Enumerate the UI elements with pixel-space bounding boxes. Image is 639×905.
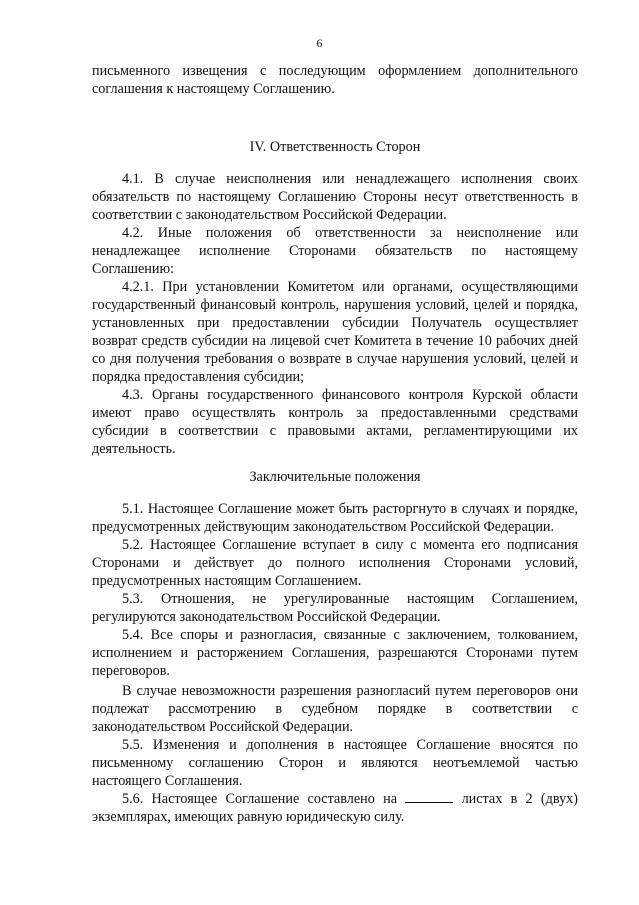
- paragraph-4-3: 4.3. Органы государственного финансового контроля Курской области имеют право осуществлять контроль за предоставленными средствами субсидии в соответствии с правовыми актами, регламентирующими их деятельность.: [92, 387, 578, 457]
- paragraph-5-2: 5.2. Настоящее Соглашение вступает в силу с момента его подписания Сторонами и действует до полного исполнения Сторонами условий, предусмотренных настоящим Соглашением.: [92, 537, 578, 589]
- paragraph-5-6-end: листах в 2 (двух) экземплярах, имеющих равную юридическую силу.: [92, 791, 578, 825]
- paragraph-5-3: 5.3. Отношения, не урегулированные настоящим Соглашением, регулируются законодательством Российской Федерации.: [92, 591, 578, 625]
- paragraph-5-1: 5.1. Настоящее Соглашение может быть расторгнуто в случаях и порядке, предусмотренных действующим законодательством Российской Федерации.: [92, 501, 578, 535]
- paragraph-4-2-1: 4.2.1. При установлении Комитетом или органами, осуществляющими государственный финансовый контроль, нарушения условий, целей и порядка, установленных при предоставлении субсидии Получатель осуществляет возврат средств субсидии на лицевой счет Комитета в течение 10 рабочих дней со дня получения требования о возврате в случае нарушения условий, целей и порядка предоставления субсидии;: [92, 279, 578, 385]
- sheet-count-blank: [405, 790, 453, 803]
- paragraph-5-6-start: 5.6. Настоящее Соглашение составлено на: [122, 791, 406, 807]
- intro-paragraph: письменного извещения с последующим оформлением дополнительного соглашения к настоящему Соглашению.: [92, 63, 578, 97]
- section-title-final-provisions: Заключительные положения: [249, 469, 421, 485]
- paragraph-5-5: 5.5. Изменения и дополнения в настоящее Соглашение вносятся по письменному соглашению Сторон и являются неотъемлемой частью настоящего Соглашения.: [92, 737, 578, 789]
- paragraph-disputes: В случае невозможности разрешения разногласий путем переговоров они подлежат рассмотрению в судебном порядке в соответствии с законодательством Российской Федерации.: [92, 683, 578, 735]
- document-body: [92, 62, 578, 826]
- paragraph-5-6: [92, 790, 578, 826]
- paragraph-5-4: 5.4. Все споры и разногласия, связанные с заключением, толкованием, исполнением и расторжением Соглашения, разрешаются Сторонами путем переговоров.: [92, 627, 578, 679]
- page-number: 6: [316, 36, 323, 50]
- section-title-responsibility: IV. Ответственность Сторон: [249, 139, 421, 155]
- paragraph-4-2: 4.2. Иные положения об ответственности за неисполнение или ненадлежащее исполнение Сторонами обязательств по настоящему Соглашению:: [92, 225, 578, 277]
- paragraph-4-1: 4.1. В случае неисполнения или ненадлежащего исполнения своих обязательств по настоящему Соглашению Стороны несут ответственность в соответствии с законодательством Российской Федерации.: [92, 171, 578, 223]
